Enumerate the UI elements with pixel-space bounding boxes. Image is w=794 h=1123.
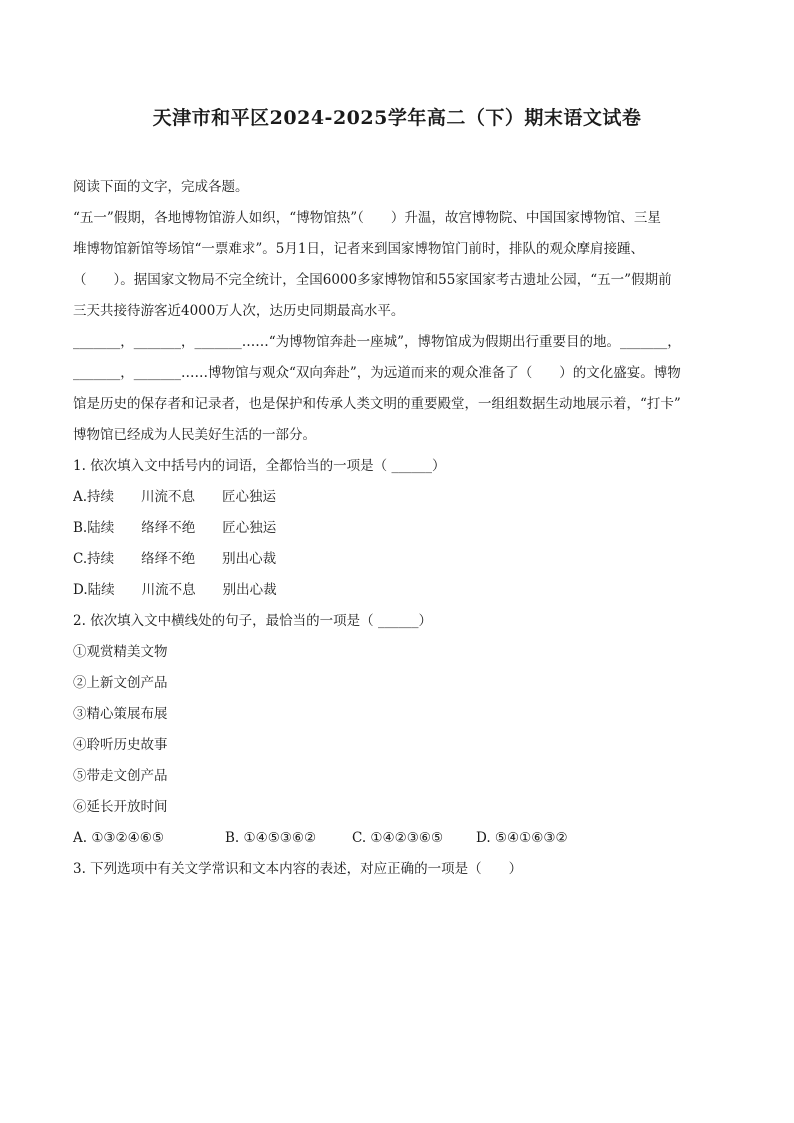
sentence-item: ③精心策展布展 bbox=[73, 706, 168, 722]
question-2 bbox=[73, 606, 723, 854]
question-stem: 3. 下列选项中有关文学常识和文本内容的表述，对应正确的一项是（ ） bbox=[73, 861, 523, 877]
answer-option[interactable]: A.持续 川流不息 匠心独运 bbox=[73, 489, 277, 505]
answer-option[interactable]: A. ①③②④⑥⑤ bbox=[73, 830, 164, 846]
passage-line: （ ）。据国家文物局不完全统计，全国6000多家博物馆和55家国家考古遗址公园，“五一”假期前 bbox=[73, 272, 672, 288]
answer-option[interactable]: B.陆续 络绎不绝 匠心独运 bbox=[73, 520, 277, 536]
passage-line: 堆博物馆新馆等场馆“一票难求”。5月1日，记者来到国家博物馆门前时，排队的观众摩肩接踵、 bbox=[73, 241, 644, 257]
sentence-item: ①观赏精美文物 bbox=[73, 644, 168, 660]
question-stem: 1. 依次填入文中括号内的词语，全都恰当的一项是（ ______） bbox=[73, 458, 446, 474]
passage-line: _______，_______，_______……“为博物馆奔赴一座城”，博物馆成为假期出行重要目的地。_______， bbox=[73, 334, 681, 350]
answer-option[interactable]: C. ①④②③⑥⑤ bbox=[352, 830, 444, 846]
sentence-item: ④聆听历史故事 bbox=[73, 737, 168, 753]
sentence-item: ②上新文创产品 bbox=[73, 675, 168, 691]
question-3 bbox=[73, 854, 723, 885]
passage-line: _______，_______……博物馆与观众“双向奔赴”，为远道而来的观众准备了（ ）的文化盛宴。博物 bbox=[73, 365, 681, 381]
answer-option[interactable]: D. ⑤④①⑥③② bbox=[476, 830, 568, 846]
sentence-item: ⑥延长开放时间 bbox=[73, 799, 168, 815]
instruction-text: 阅读下面的文字，完成各题。 bbox=[73, 179, 249, 195]
passage-line: “五一”假期，各地博物馆游人如织，“博物馆热”（ ）升温，故宫博物院、中国国家博物馆、三星 bbox=[73, 210, 661, 226]
answer-option[interactable]: B. ①④⑤③⑥② bbox=[225, 830, 317, 846]
answer-option[interactable]: D.陆续 川流不息 别出心裁 bbox=[73, 582, 277, 598]
passage-line: 三天共接待游客近4000万人次，达历史同期最高水平。 bbox=[73, 303, 405, 319]
question-1 bbox=[73, 451, 723, 606]
sentence-item: ⑤带走文创产品 bbox=[73, 768, 168, 784]
passage-line: 馆是历史的保存者和记录者，也是保护和传承人类文明的重要殿堂，一组组数据生动地展示着，“打卡” bbox=[73, 396, 681, 412]
answer-options-row bbox=[73, 823, 723, 854]
reading-passage bbox=[73, 203, 723, 451]
passage-line: 博物馆已经成为人民美好生活的一部分。 bbox=[73, 427, 316, 443]
question-stem: 2. 依次填入文中横线处的句子，最恰当的一项是（ ______） bbox=[73, 613, 432, 629]
exam-body bbox=[73, 172, 723, 885]
answer-option[interactable]: C.持续 络绎不绝 别出心裁 bbox=[73, 551, 277, 567]
page-title: 天津市和平区2024-2025学年高二（下）期末语文试卷 bbox=[152, 107, 642, 129]
